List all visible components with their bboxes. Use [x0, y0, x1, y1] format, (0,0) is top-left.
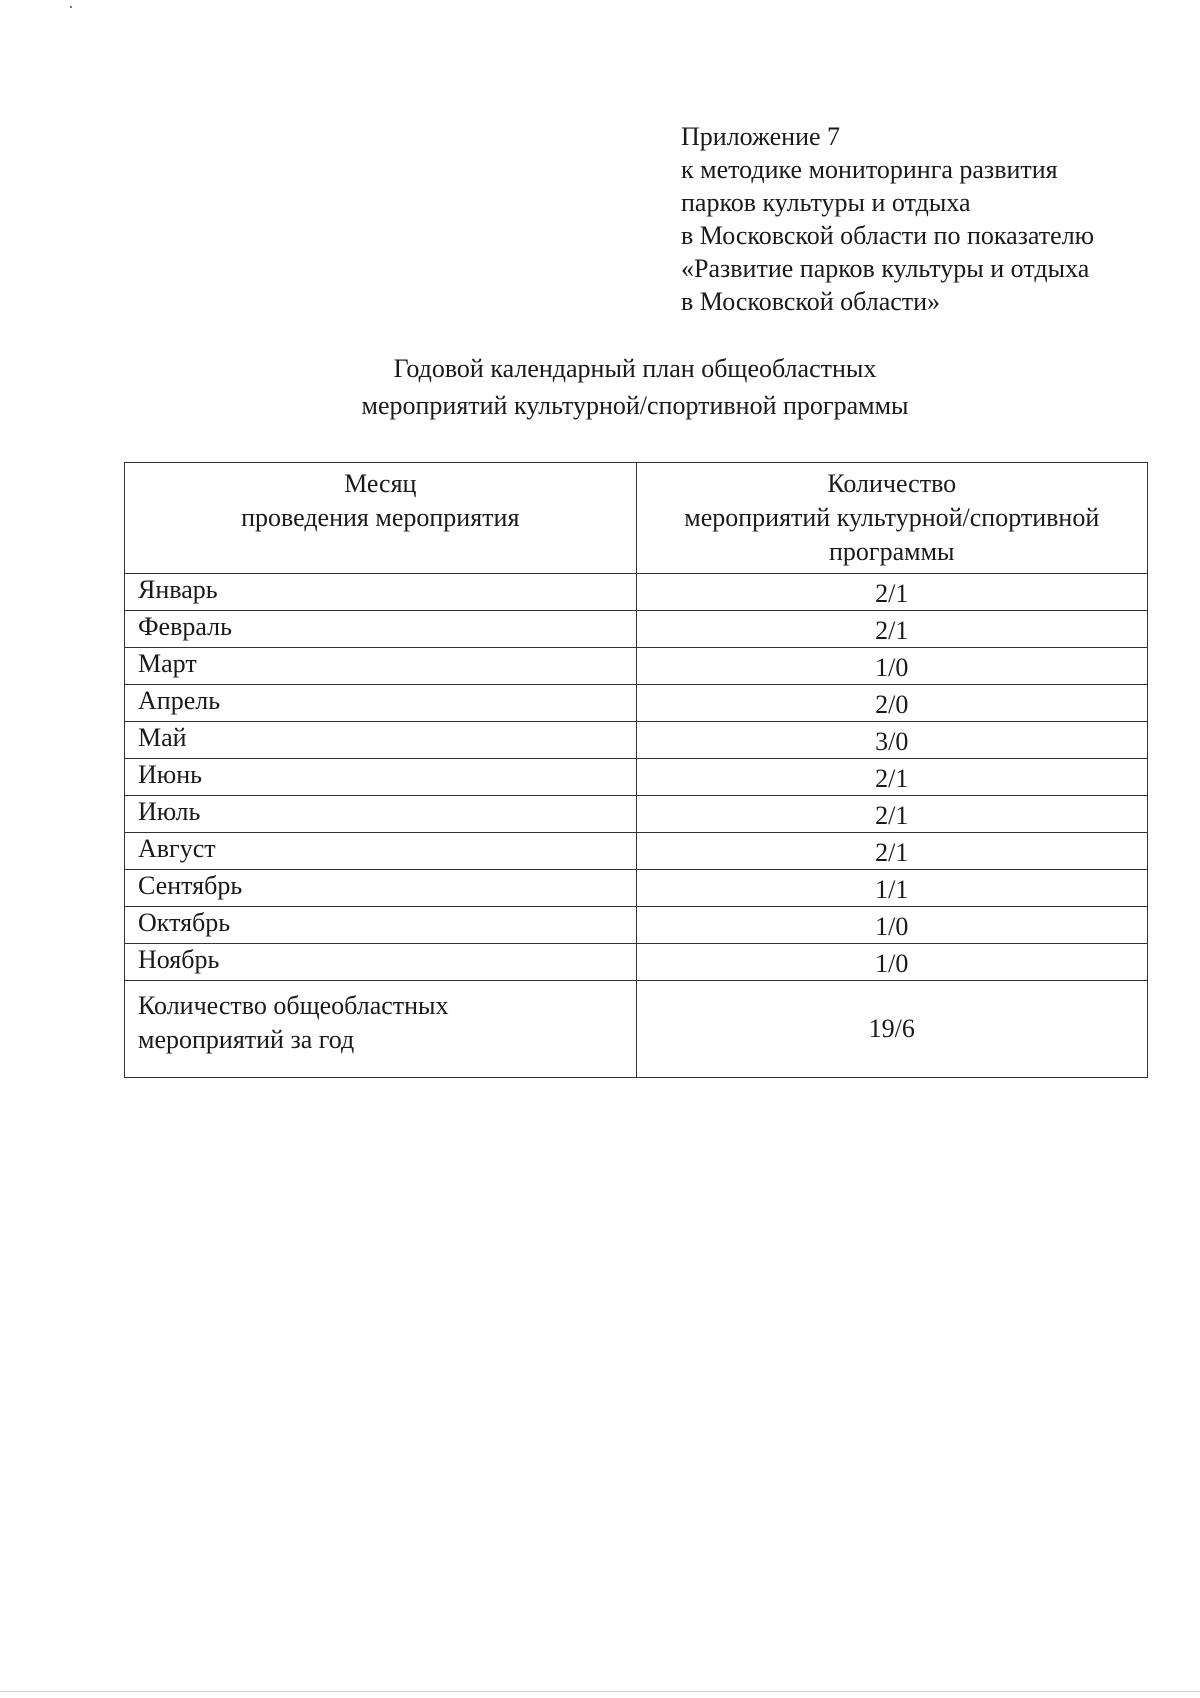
total-label-line: мероприятий за год [138, 1025, 355, 1054]
count-cell: 2/1 [636, 574, 1147, 611]
total-label-cell [125, 981, 637, 1078]
document-title [200, 350, 1070, 424]
header-month [125, 463, 637, 574]
table-row [125, 759, 1148, 796]
month-cell: Май [125, 722, 637, 759]
table-row [125, 944, 1148, 981]
header-count [636, 463, 1147, 574]
annex-block [681, 120, 1151, 318]
annex-line: в Московской области по показателю [681, 221, 1095, 250]
count-cell: 1/0 [636, 648, 1147, 685]
table-row [125, 833, 1148, 870]
header-month-line: Месяц [344, 469, 417, 498]
table-row [125, 722, 1148, 759]
table-header-row [125, 463, 1148, 574]
table-row [125, 907, 1148, 944]
count-cell: 2/1 [636, 833, 1147, 870]
header-count-line: программы [829, 537, 955, 566]
table-row [125, 870, 1148, 907]
total-value-cell: 19/6 [636, 981, 1147, 1078]
annex-line: к методике мониторинга развития [681, 155, 1058, 184]
count-cell: 3/0 [636, 722, 1147, 759]
month-cell: Сентябрь [125, 870, 637, 907]
total-label-line: Количество общеобластных [138, 991, 449, 1020]
table-row [125, 685, 1148, 722]
count-cell: 1/0 [636, 944, 1147, 981]
scan-edge-line [0, 1691, 1200, 1692]
total-row [125, 981, 1148, 1078]
table-row [125, 611, 1148, 648]
count-cell: 1/1 [636, 870, 1147, 907]
table-row [125, 796, 1148, 833]
annex-line: в Московской области» [681, 287, 941, 316]
count-cell: 2/1 [636, 611, 1147, 648]
count-cell: 2/0 [636, 685, 1147, 722]
annex-line: парков культуры и отдыха [681, 188, 971, 217]
month-cell: Август [125, 833, 637, 870]
title-line: мероприятий культурной/спортивной программы [361, 391, 909, 420]
annex-line: Приложение 7 [681, 122, 841, 151]
title-line: Годовой календарный план общеобластных [393, 354, 877, 383]
month-cell: Январь [125, 574, 637, 611]
header-count-line: Количество [827, 469, 957, 498]
scan-speck [70, 6, 72, 8]
annex-line: «Развитие парков культуры и отдыха [681, 254, 1090, 283]
table-row [125, 648, 1148, 685]
events-plan-table [124, 462, 1148, 1078]
month-cell: Ноябрь [125, 944, 637, 981]
month-cell: Апрель [125, 685, 637, 722]
count-cell: 1/0 [636, 907, 1147, 944]
header-month-line: проведения мероприятия [241, 503, 520, 532]
count-cell: 2/1 [636, 796, 1147, 833]
header-count-line: мероприятий культурной/спортивной [684, 503, 1100, 532]
table-row [125, 574, 1148, 611]
month-cell: Октябрь [125, 907, 637, 944]
month-cell: Февраль [125, 611, 637, 648]
month-cell: Июль [125, 796, 637, 833]
month-cell: Июнь [125, 759, 637, 796]
month-cell: Март [125, 648, 637, 685]
count-cell: 2/1 [636, 759, 1147, 796]
